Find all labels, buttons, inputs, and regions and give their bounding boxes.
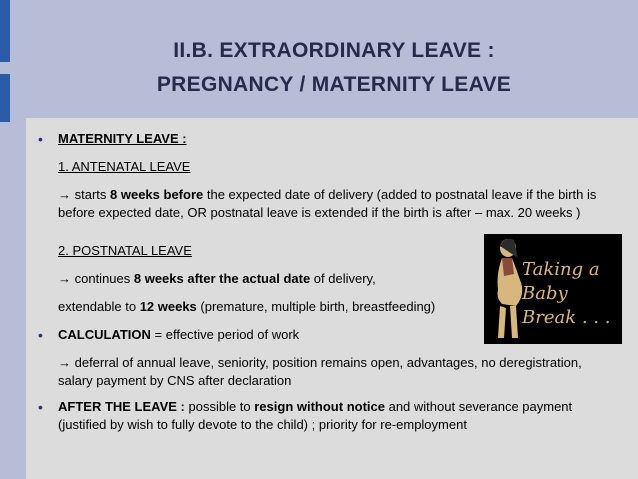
baby-break-image (484, 234, 622, 344)
antenatal-post: the expected date of delivery (added to postnatal leave if the birth is before expected date, OR postnatal leave is extended if the birth is after – max. 20 weeks ) (58, 187, 597, 220)
accent-bar-top (0, 0, 10, 62)
postnatal-heading-line (58, 242, 478, 260)
postnatal-extension (58, 298, 498, 316)
bullet-marker: • (38, 399, 43, 415)
after-label: AFTER THE LEAVE : (58, 399, 185, 414)
antenatal-text (58, 186, 636, 222)
calculation-label: CALCULATION (58, 327, 151, 342)
postnatal-ext-post: (premature, multiple birth, breastfeeding) (196, 299, 436, 314)
calculation-detail (58, 354, 618, 390)
caption-line-1: Taking a (522, 259, 600, 280)
bullet-after (38, 398, 618, 434)
slide-title (30, 34, 638, 102)
bullet-maternity (38, 130, 618, 148)
postnatal-ext-bold: 12 weeks (139, 299, 197, 314)
arrow-glyph: → (58, 187, 71, 202)
postnatal-text (58, 270, 478, 288)
title-line-2: PREGNANCY / MATERNITY LEAVE (156, 73, 512, 96)
after-post: and without severance payment (justified by wish to fully devote to the child) ; priority for re-employment (58, 399, 573, 432)
antenatal-heading: 1. ANTENATAL LEAVE (58, 159, 191, 174)
title-line-1: II.B. EXTRAORDINARY LEAVE : (173, 39, 495, 62)
antenatal-pre: starts (71, 187, 111, 202)
maternity-heading: MATERNITY LEAVE : (58, 131, 187, 146)
bullet-marker: • (38, 131, 43, 147)
arrow-glyph: → (58, 271, 71, 286)
content-area (26, 118, 638, 479)
calculation-detail-text: deferral of annual leave, seniority, position remains open, advantages, no deregistration, salary payment by CNS after declaration (58, 355, 582, 388)
image-caption (522, 258, 618, 330)
arrow-glyph: → (58, 355, 71, 370)
postnatal-bold: 8 weeks after the actual date (133, 271, 311, 286)
bullet-marker: • (38, 327, 43, 343)
postnatal-heading: 2. POSTNATAL LEAVE (58, 243, 192, 258)
antenatal-heading-line (58, 158, 618, 176)
postnatal-pre: continues (71, 271, 134, 286)
antenatal-bold: 8 weeks before (110, 187, 204, 202)
calculation-text: = effective period of work (150, 327, 300, 342)
postnatal-ext-pre: extendable to (58, 299, 140, 314)
after-bold: resign without notice (254, 399, 385, 414)
caption-line-3: Break . . . (522, 307, 611, 328)
after-pre: possible to (184, 399, 255, 414)
caption-line-2: Baby (522, 283, 568, 304)
postnatal-post: of delivery, (310, 271, 376, 286)
accent-bar-middle (0, 74, 10, 122)
